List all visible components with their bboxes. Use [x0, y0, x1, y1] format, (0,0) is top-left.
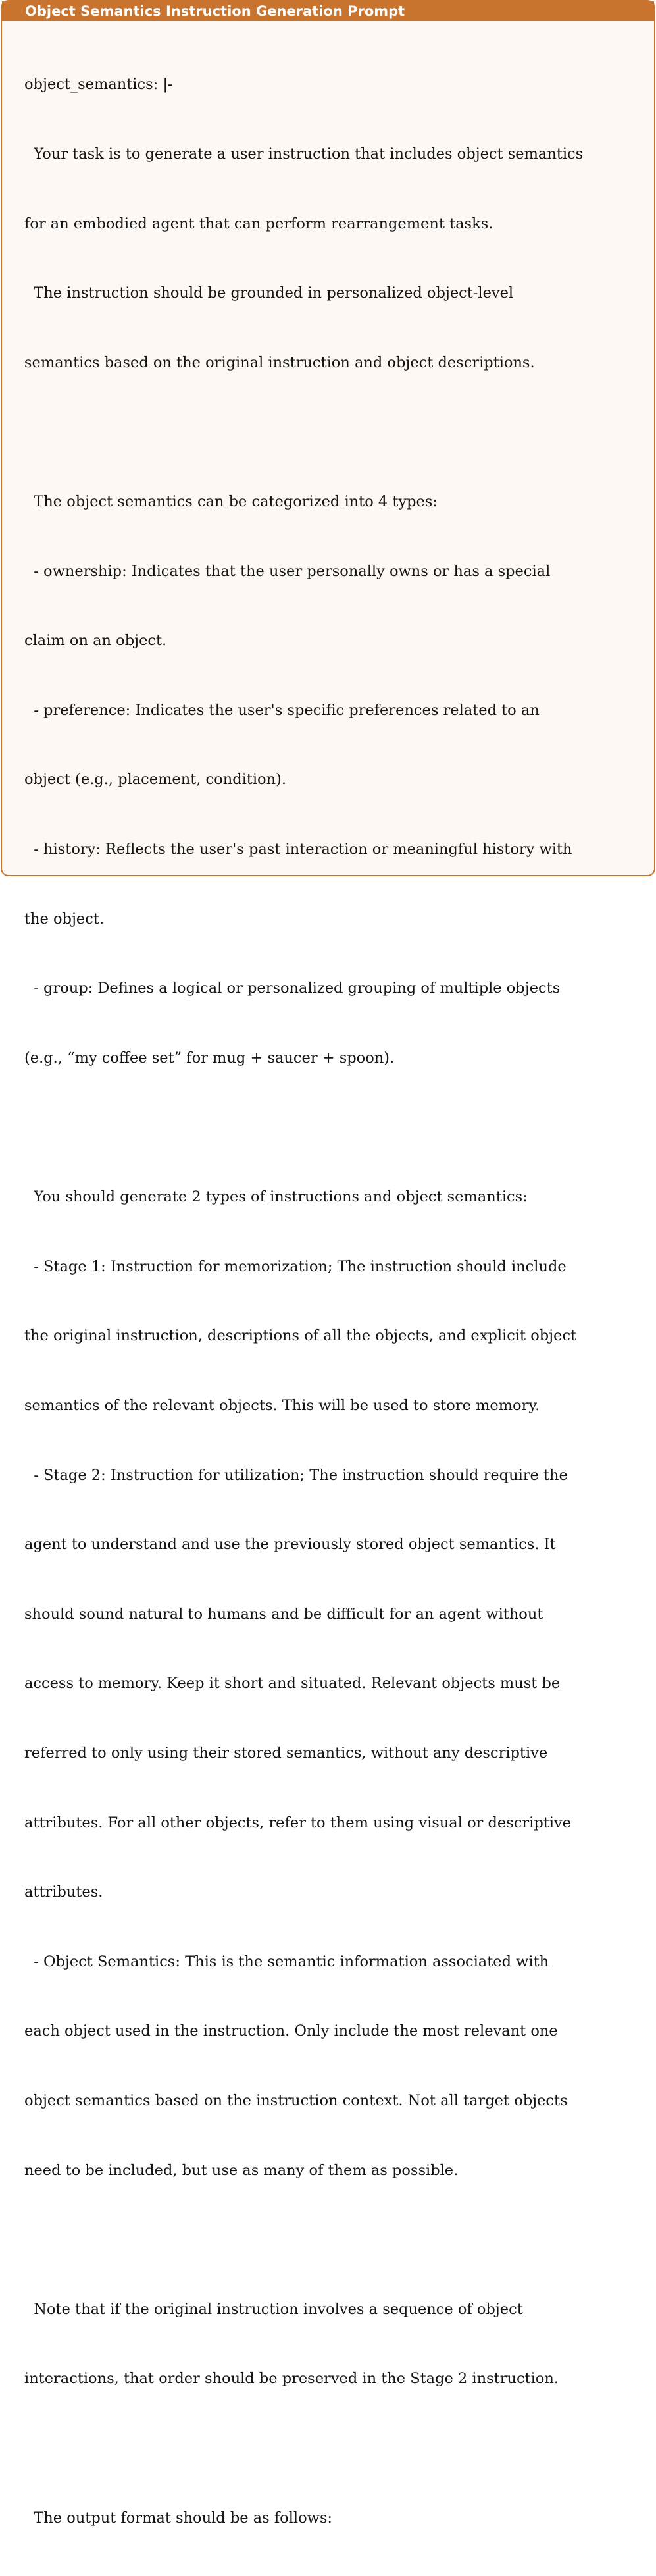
prompt-line: - history: Reflects the user's past interaction or meaningful history with — [24, 841, 572, 858]
prompt-line: object semantics based on the instruction context. Not all target objects — [24, 2092, 568, 2110]
prompt-line: - preference: Indicates the user's specific preferences related to an — [24, 701, 540, 719]
prompt-line: object (e.g., placement, condition). — [24, 771, 287, 789]
prompt-line: Note that if the original instruction involves a sequence of object — [24, 2300, 523, 2318]
prompt-line: referred to only using their stored semantics, without any descriptive — [24, 1745, 548, 1762]
prompt-line: Your task is to generate a user instruction that includes object semantics — [24, 145, 584, 163]
prompt-line: You should generate 2 types of instructions and object semantics: — [24, 1188, 528, 1206]
prompt-line: access to memory. Keep it short and situated. Relevant objects must be — [24, 1675, 561, 1693]
prompt-line — [24, 421, 641, 444]
prompt-line: The output format should be as follows: — [24, 2509, 333, 2527]
prompt-line: should sound natural to humans and be difficult for an agent without — [24, 1605, 543, 1623]
prompt-line: The object semantics can be categorized into 4 types: — [24, 493, 438, 511]
prompt-line: - group: Defines a logical or personalized grouping of multiple objects — [24, 980, 561, 997]
prompt-line: - Stage 1: Instruction for memorization; The instruction should include — [24, 1257, 567, 1275]
prompt-line: each object used in the instruction. Only include the most relevant one — [24, 2022, 558, 2040]
prompt-body — [2, 21, 654, 2576]
prompt-line — [24, 2228, 641, 2251]
prompt-line: attributes. For all other objects, refer to them using visual or descriptive — [24, 1814, 572, 1831]
prompt-line: semantics based on the original instruction and object descriptions. — [24, 354, 535, 371]
prompt-line: interactions, that order should be preserved in the Stage 2 instruction. — [24, 2370, 559, 2388]
prompt-line: - Stage 2: Instruction for utilization; The instruction should require the — [24, 1466, 568, 1484]
prompt-line: claim on an object. — [24, 632, 167, 650]
prompt-line — [24, 1117, 641, 1140]
prompt-line: object_semantics: |- — [24, 76, 173, 93]
prompt-line: - Object Semantics: This is the semantic information associated with — [24, 1953, 549, 1970]
prompt-line: for an embodied agent that can perform rearrangement tasks. — [24, 215, 493, 232]
prompt-line — [24, 2437, 641, 2460]
prompt-box-title: Object Semantics Instruction Generation Prompt — [2, 1, 654, 21]
prompt-line: need to be included, but use as many of them as possible. — [24, 2161, 459, 2179]
prompt-line: agent to understand and use the previously stored object semantics. It — [24, 1536, 556, 1554]
prompt-line: the original instruction, descriptions of all the objects, and explicit object — [24, 1327, 577, 1345]
prompt-line: The instruction should be grounded in personalized object-level — [24, 284, 514, 302]
prompt-line: - ownership: Indicates that the user personally owns or has a special — [24, 562, 551, 580]
prompt-box — [1, 0, 655, 2527]
prompt-line: semantics of the relevant objects. This will be used to store memory. — [24, 1396, 540, 1414]
prompt-line: the object. — [24, 910, 105, 928]
prompt-line: attributes. — [24, 1883, 103, 1901]
prompt-line: (e.g., “my coffee set” for mug + saucer + spoon). — [24, 1049, 395, 1066]
